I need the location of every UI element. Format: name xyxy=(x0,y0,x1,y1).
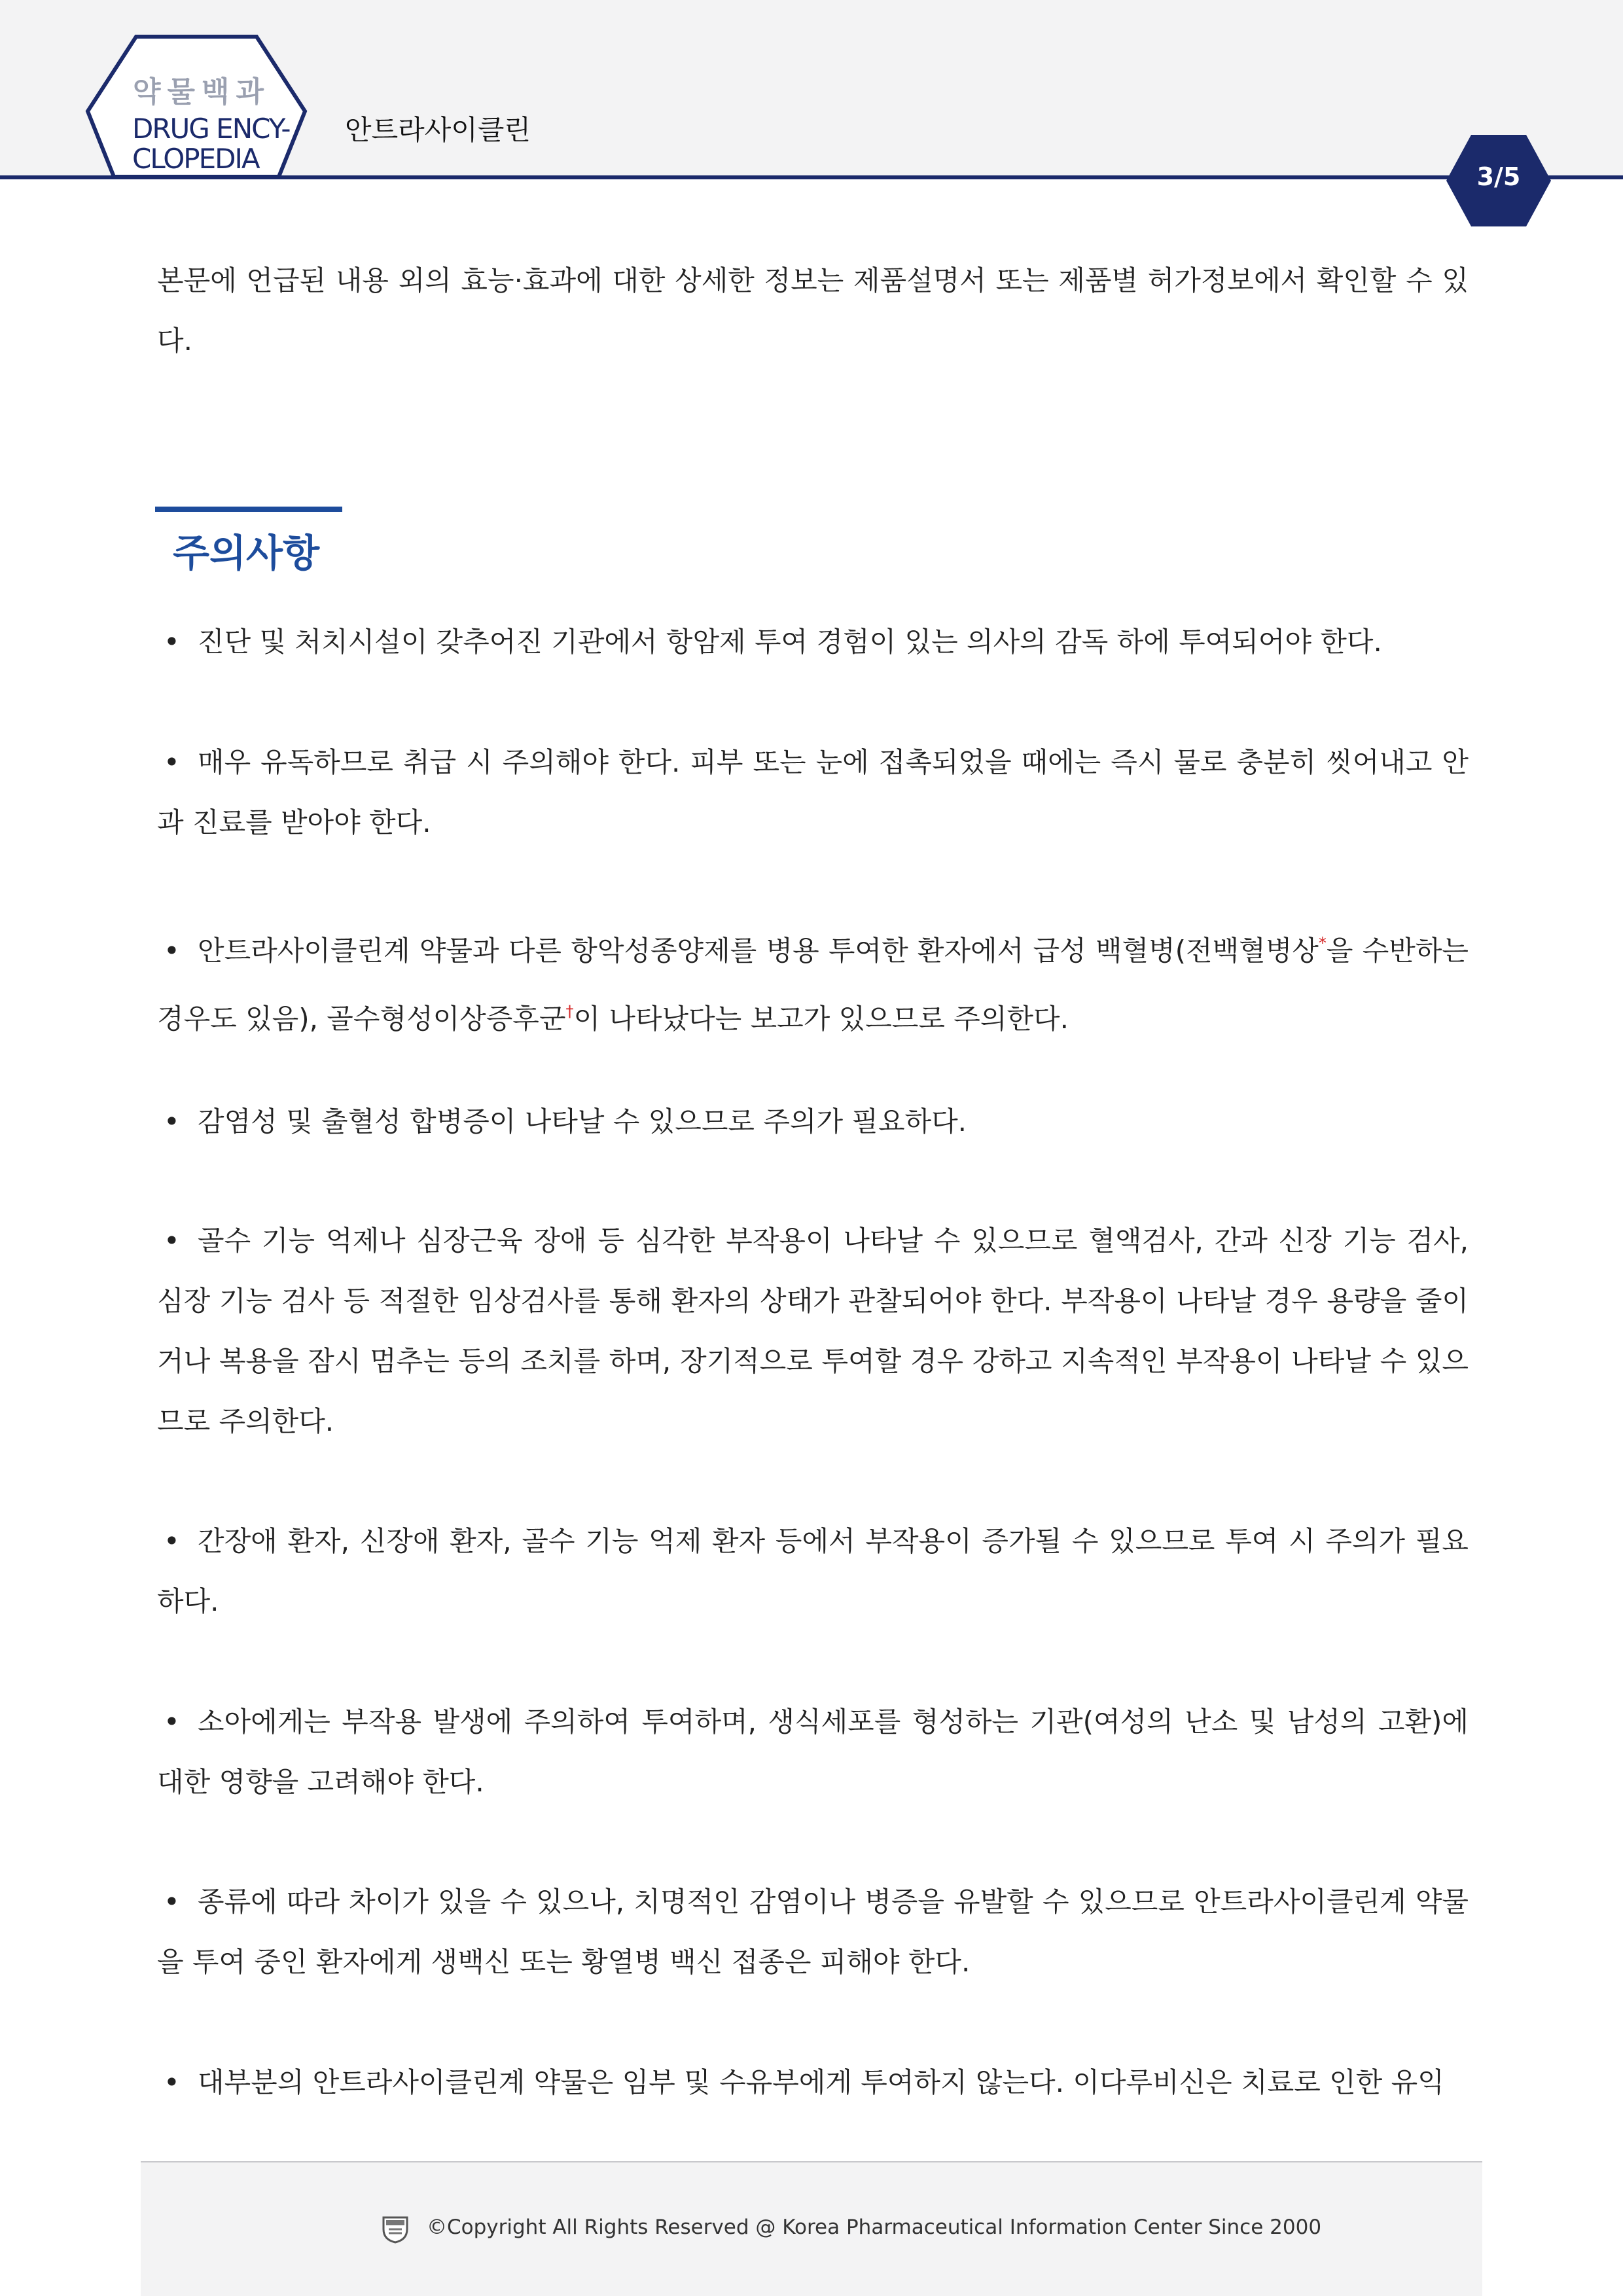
precaution-item xyxy=(157,732,1469,853)
footnote-marker-dagger: † xyxy=(565,1002,574,1020)
precaution-text: 안트라사이클린계 약물과 다른 항악성종양제를 병용 투여한 환자에서 급성 백혈병(전백혈병상 xyxy=(198,935,1319,967)
copyright-text: ©Copyright All Rights Reserved @ Korea Pharmaceutical Information Center Since 2000 xyxy=(427,2215,1322,2239)
precaution-item xyxy=(157,2053,1469,2113)
intro-paragraph: 본문에 언급된 내용 외의 효능·효과에 대한 상세한 정보는 제품설명서 또는 제품별 허가정보에서 확인할 수 있다. xyxy=(157,264,1469,357)
logo-english-line1: DRUG ENCY- xyxy=(132,113,290,145)
precaution-item xyxy=(157,612,1469,672)
bullet-icon: • xyxy=(164,935,180,967)
precaution-text: 소아에게는 부작용 발생에 주의하여 투여하며, 생식세포를 형성하는 기관(여성의 난소 및 남성의 고환)에 대한 영향을 고려해야 한다. xyxy=(157,1706,1469,1798)
precaution-item xyxy=(157,1692,1469,1812)
section-accent-bar xyxy=(155,507,342,512)
precaution-item xyxy=(157,1211,1469,1452)
section-title: 주의사항 xyxy=(173,531,320,575)
footnote-marker-asterisk: * xyxy=(1318,934,1327,952)
bullet-icon: • xyxy=(164,1105,180,1138)
bullet-icon: • xyxy=(164,626,180,658)
bullet-icon: • xyxy=(164,746,180,778)
precaution-item xyxy=(157,1511,1469,1632)
precaution-text: 골수 기능 억제나 심장근육 장애 등 심각한 부작용이 나타날 수 있으므로 혈액검사, 간과 신장 기능 검사, 심장 기능 검사 등 적절한 임상검사를 통해 환자의 상태가 관찰되어야 한다. 부작용이 나타날 경우 용량을 줄이거나 복용을 잠시 멈추는 등의 조치를 하며, 장기적으로 투여할 경우 강하고 지속적인 부작용이 나타날 수 있으므로 주의한다. xyxy=(157,1225,1469,1437)
bullet-icon: • xyxy=(164,1706,180,1738)
precaution-text: 감염성 및 출혈성 합병증이 나타날 수 있으므로 주의가 필요하다. xyxy=(198,1105,967,1138)
logo-korean: 약물백과 xyxy=(133,75,271,109)
logo-english-line2: CLOPEDIA xyxy=(132,143,259,175)
bullet-icon: • xyxy=(164,1886,180,1918)
precaution-text: 진단 및 처치시설이 갖추어진 기관에서 항암제 투여 경험이 있는 의사의 감독 하에 투여되어야 한다. xyxy=(198,626,1382,658)
bullet-icon: • xyxy=(164,1225,180,1257)
precaution-text: 매우 유독하므로 취급 시 주의해야 한다. 피부 또는 눈에 접촉되었을 때에는 즉시 물로 충분히 씻어내고 안과 진료를 받아야 한다. xyxy=(157,746,1469,838)
precaution-text: 종류에 따라 차이가 있을 수 있으나, 치명적인 감염이나 병증을 유발할 수 있으므로 안트라사이클린계 약물을 투여 중인 환자에게 생백신 또는 황열병 백신 접종은 피해야 한다. xyxy=(157,1886,1469,1978)
footer-rule xyxy=(141,2161,1482,2162)
page-indicator: 3/5 xyxy=(1476,162,1521,191)
precaution-text: 대부분의 안트라사이클린계 약물은 임부 및 수유부에게 투여하지 않는다. 이다루비신은 치료로 인한 유익 xyxy=(198,2066,1444,2098)
precaution-text: 간장애 환자, 신장애 환자, 골수 기능 억제 환자 등에서 부작용이 증가될 수 있으므로 투여 시 주의가 필요하다. xyxy=(157,1525,1469,1617)
precaution-text: 을 수반하는 경우도 있음), 골수형성이상증후군 xyxy=(157,935,1469,1035)
kpic-emblem-icon xyxy=(381,2215,410,2244)
precaution-item xyxy=(157,1092,1469,1152)
document-title: 안트라사이클린 xyxy=(345,114,531,146)
bullet-icon: • xyxy=(164,1525,180,1557)
precaution-text: 이 나타났다는 보고가 있으므로 주의한다. xyxy=(573,1003,1069,1035)
precaution-item xyxy=(157,913,1469,1049)
bullet-icon: • xyxy=(164,2066,180,2098)
precaution-item xyxy=(157,1872,1469,1992)
